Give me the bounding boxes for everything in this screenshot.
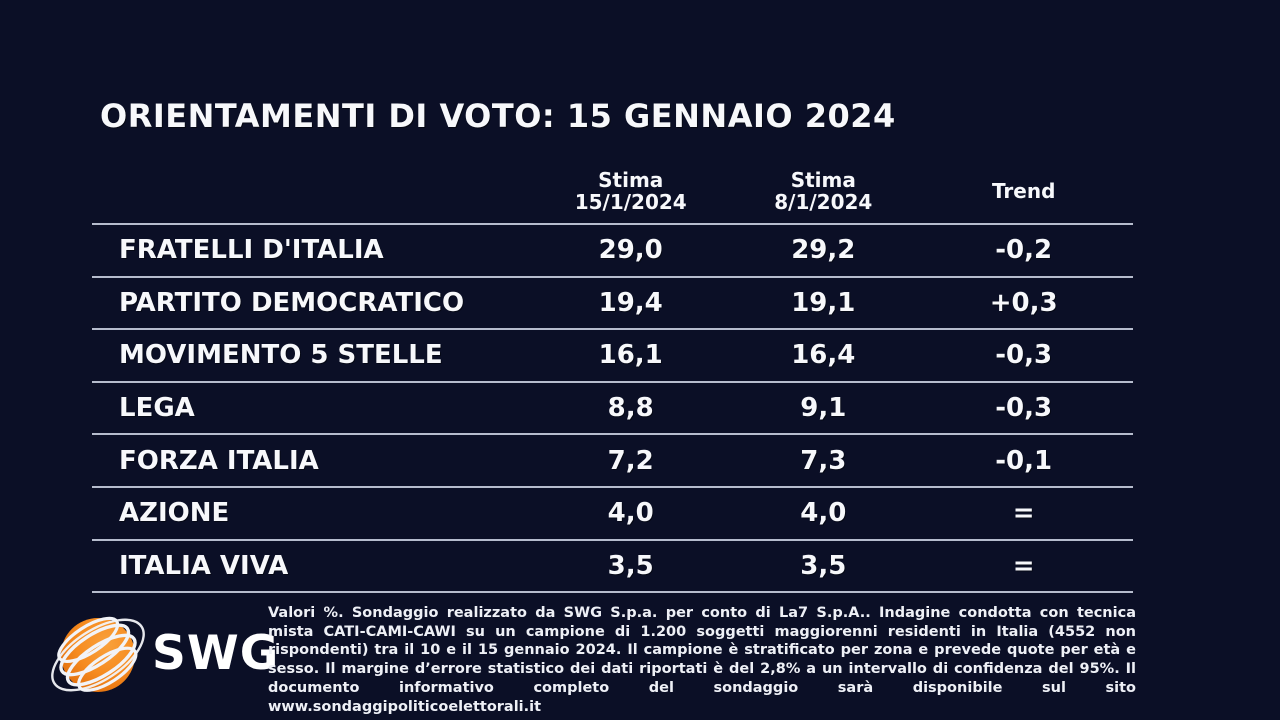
cell-party: AZIONE (119, 498, 230, 529)
header-stima-new (529, 158, 732, 223)
cell-stima-new: 16,1 (598, 340, 663, 371)
table-row (92, 486, 1133, 539)
header-party (92, 158, 529, 223)
cell-stima-new: 8,8 (607, 393, 654, 424)
header-stima-old-line1: Stima (790, 167, 856, 192)
survey-disclaimer: Valori %. Sondaggio realizzato da SWG S.p.a. per conto di La7 S.p.A.. Indagine condotta con tecnica mista CATI-CAMI-CAWI su un campione di 1.200 soggetti maggiorenni residenti in Italia (4552 non rispondenti) tra il 10 e il 15 gennaio 2024. Il campione è stratificato per zona e prevede quote per età e sesso. Il margine d’errore statistico dei dati riportati è del 2,8% a un intervallo di confidenza del 95%. Il documento informativo completo del sondaggio sarà disponibile sul sito www.sondaggipoliticoelettorali.it (268, 605, 1136, 715)
cell-party: ITALIA VIVA (119, 550, 289, 581)
cell-stima-new: 3,5 (607, 550, 654, 581)
header-stima-new-line1: Stima (598, 167, 664, 192)
cell-trend: -0,2 (995, 235, 1053, 266)
table-body (92, 223, 1133, 593)
cell-stima-new: 7,2 (607, 445, 654, 476)
page-title: ORIENTAMENTI DI VOTO: 15 GENNAIO 2024 (100, 97, 896, 135)
cell-stima-new: 19,4 (598, 287, 663, 318)
cell-stima-old: 16,4 (791, 340, 856, 371)
cell-stima-old: 4,0 (800, 498, 847, 529)
footer (0, 596, 1280, 720)
cell-party: LEGA (119, 393, 195, 424)
table-row (92, 223, 1133, 276)
swg-logo (48, 600, 280, 710)
poll-table (92, 158, 1133, 593)
cell-stima-new: 29,0 (598, 235, 663, 266)
header-trend: Trend (991, 178, 1056, 203)
header-stima-old-line2: 8/1/2024 (774, 189, 873, 214)
cell-trend: -0,3 (995, 393, 1053, 424)
cell-trend: -0,1 (995, 445, 1053, 476)
cell-trend: -0,3 (995, 340, 1053, 371)
header-stima-old (732, 158, 914, 223)
cell-party: FORZA ITALIA (119, 445, 319, 476)
cell-stima-new: 4,0 (607, 498, 654, 529)
table-row (92, 433, 1133, 486)
swg-logo-text: SWG (152, 626, 280, 681)
cell-stima-old: 29,2 (791, 235, 856, 266)
table-row (92, 328, 1133, 381)
cell-stima-old: 19,1 (791, 287, 856, 318)
cell-stima-old: 3,5 (800, 550, 847, 581)
cell-trend: +0,3 (989, 287, 1058, 318)
table-row (92, 381, 1133, 434)
table-header-row (92, 158, 1133, 223)
cell-party: PARTITO DEMOCRATICO (119, 287, 465, 318)
table-row (92, 539, 1133, 592)
cell-party: MOVIMENTO 5 STELLE (119, 340, 443, 371)
cell-trend: = (1012, 550, 1035, 581)
cell-stima-old: 7,3 (800, 445, 847, 476)
cell-party: FRATELLI D'ITALIA (119, 235, 384, 266)
table-row (92, 276, 1133, 329)
cell-trend: = (1012, 498, 1035, 529)
cell-stima-old: 9,1 (800, 393, 847, 424)
header-stima-new-line2: 15/1/2024 (574, 189, 687, 214)
